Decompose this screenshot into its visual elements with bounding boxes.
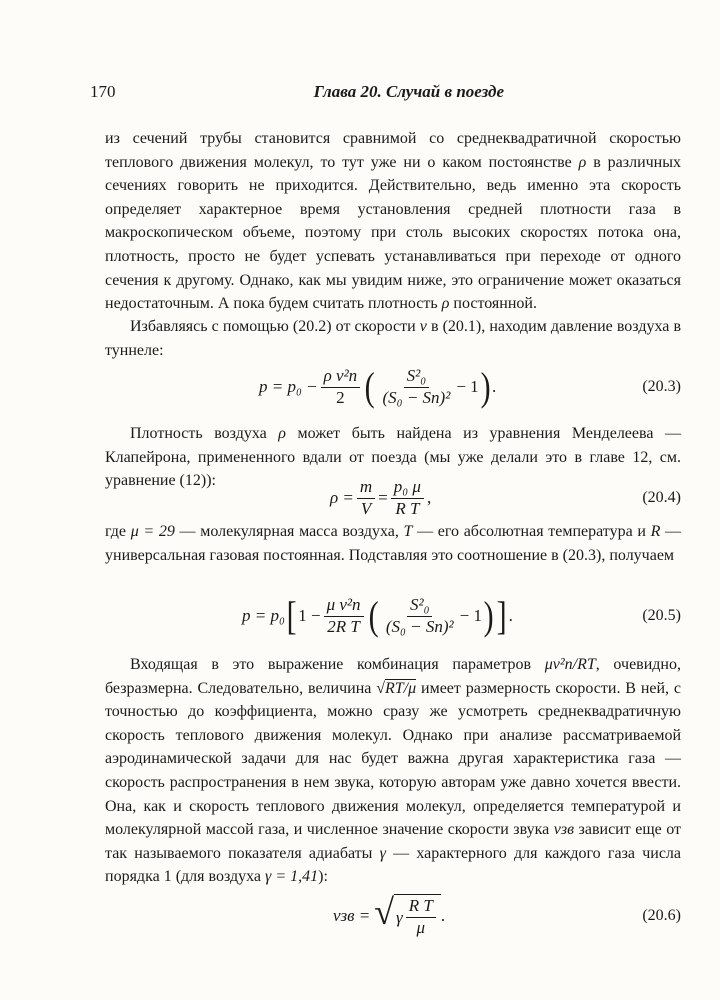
paragraph-3: Плотность воздуха ρ может быть найдена из уравнения Менделеева — Клапейрона, примененного вдали от поезда (мы уже делали это в главе 12, см. уравнение (12)): — [105, 425, 682, 490]
chapter-title: Глава 20. Случай в поезде — [313, 82, 504, 101]
page-number: 170 — [90, 82, 116, 101]
paragraph-5: Входящая в это выражение комбинация параметров μv²п/RT, очевидно, безразмерна. Следовательно, величина √RT/μ имеет размерность скорости. В ней, с точностью до коэффициента, можно сразу же усмотреть среднеквадратичную скорость теплового движения молекул. Однако при анализе рассматриваемой аэродинамической задачи для нас будет важна другая характеристика газа — скорость распространения в нем звука, которую авторам уже давно хочется ввести. Она, как и скорость теплового движения молекул, определяется температурой и молекулярной массой газа, и численное значение скорости звука vзв зависит еще от так называемого показателя адиабаты γ — характерного для каждого газа числа порядка 1 (для воздуха γ = 1,41): — [105, 656, 682, 886]
equation-20-5: p = p₀ [ 1 − $\frac{\text{μ v²п}}{\text{2R T}}$ ( $\frac{\text{S²₀}}{\text{(S₀ − Sп)²}}$ − 1 ) ] . (20.5) — [242, 593, 681, 638]
paragraph-4: где μ = 29 — молекулярная масса воздуха, T — его абсолютная температура и R — универсальная газовая постоянная. Подставляя это соотношение в (20.3), получаем — [105, 523, 682, 564]
page-header — [90, 82, 682, 106]
equation-number: (20.4) — [642, 489, 681, 506]
equation-number: (20.5) — [642, 607, 681, 624]
equation-20-4: ρ = $\frac{m}{V}$ = $\frac{\text{p₀ μ}}{\text{R T}}$ , (20.4) — [330, 476, 681, 518]
equation-number: (20.3) — [642, 378, 681, 395]
equation-20-6: vзв = √ γ $\frac{\text{R T}}{\mu}$ . (20.6) — [333, 892, 681, 937]
equation-number: (20.6) — [642, 907, 681, 924]
paragraph-2: Избавляясь с помощью (20.2) от скорости v в (20.1), находим давление воздуха в туннеле: — [105, 318, 681, 359]
equation-20-3: p = p₀ − $\frac{\text{ρ v²п}}{2}$ ( $\frac{\text{S²₀}}{\text{(S₀ − Sп)²}}$ − 1 ) . (20.3) — [259, 364, 681, 409]
paragraph-1: из сечений трубы становится сравнимой со среднеквадратичной скоростью теплового движения молекул, то тут уже ни о каком постоянстве ρ в различных сечениях говорить не приходится. Действительно, ведь именно эта скорость определяет характерное время установления средней плотности газа в макроскопическом объеме, поэтому при столь высоких скоростях потока она, плотность, просто не будет успевать устанавливаться при переходе от одного сечения к другому. Однако, как мы увидим ниже, это ограничение может оказаться недостаточным. А пока будем считать плотность ρ постоянной. — [105, 130, 681, 313]
